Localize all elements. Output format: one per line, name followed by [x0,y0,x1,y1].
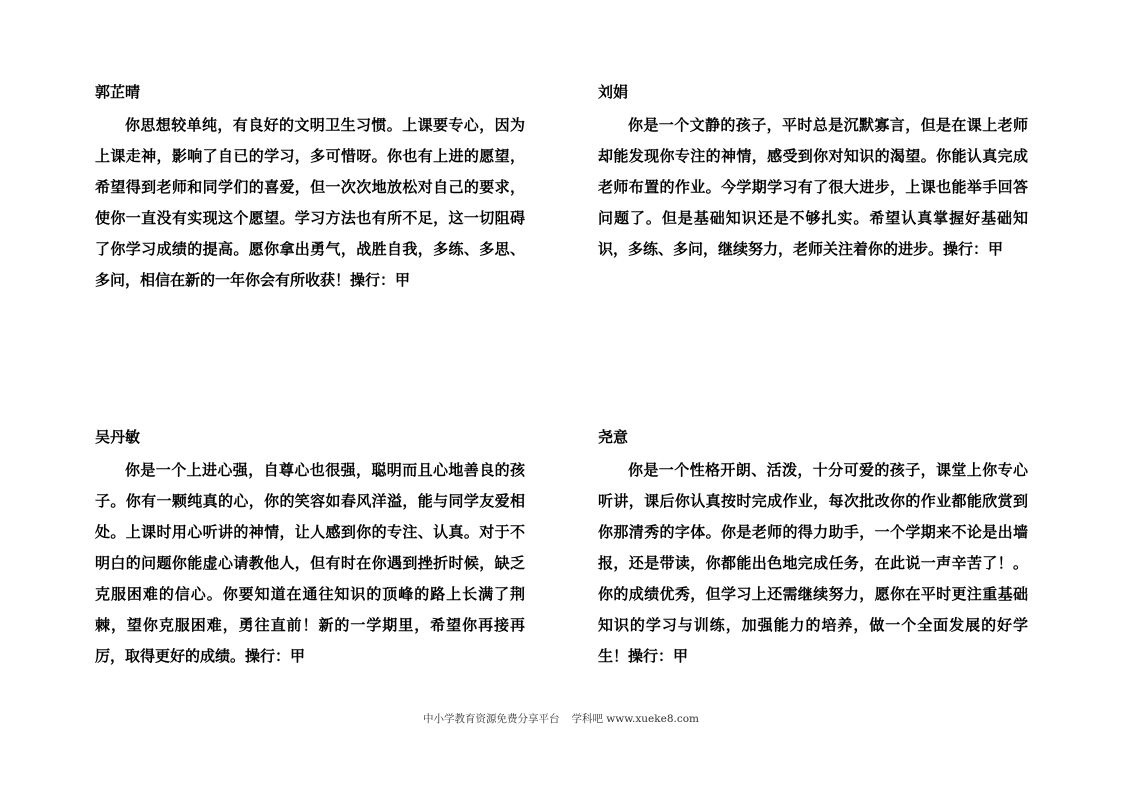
student-name: 尧意 [598,428,629,446]
comment-text: 你是一个性格开朗、活泼，十分可爱的孩子，课堂上你专心听讲，课后你认真按时完成作业，每次批改你的作业都能欣赏到你那清秀的字体。你是老师的得力助手，一个学期来不论是出墙报，还是带读，你都能出色地完成任务，在此说一声辛苦了！。你的成绩优秀，但学习上还需继续努力，愿你在平时更注重基础知识的学习与训练，加强能力的培养，做一个全面发展的好学生！操行：甲 [598,461,1028,665]
page-footer [0,712,1122,726]
footer-site-link[interactable]: 学科吧 www.xueke8.com [571,713,700,725]
student-comment-liu-juan [598,82,1028,265]
comment-text: 你是一个上进心强，自尊心也很强，聪明而且心地善良的孩子。你有一颗纯真的心，你的笑容如春风洋溢，能与同学友爱相处。上课时用心听讲的神情，让人感到你的专注、认真。对于不明白的问题你能虚心请教他人，但有时在你遇到挫折时候，缺乏克服困难的信心。你要知道在通往知识的顶峰的路上长满了荆棘，望你克服困难，勇往直前！新的一学期里，希望你再接再厉，取得更好的成绩。操行：甲 [95,461,525,665]
student-comment-yao-yi [598,427,1028,672]
comment-text: 你是一个文静的孩子，平时总是沉默寡言，但是在课上老师却能发现你专注的神情，感受到你对知识的渴望。你能认真完成老师布置的作业。今学期学习有了很大进步，上课也能举手回答问题了。但是基础知识还是不够扎实。希望认真掌握好基础知识，多练、多问，继续努力，老师关注着你的进步。操行：甲 [598,116,1028,258]
student-name: 郭芷晴 [95,83,141,101]
student-name: 吴丹敏 [95,428,141,446]
student-name: 刘娟 [598,83,629,101]
student-comment-guo-zhiqing [95,82,525,296]
comment-text: 你思想较单纯，有良好的文明卫生习惯。上课要专心，因为上课走神，影响了自已的学习，多可惜呀。你也有上进的愿望，希望得到老师和同学们的喜爱，但一次次地放松对自己的要求，使你一直没有实现这个愿望。学习方法也有所不足，这一切阻碍了你学习成绩的提高。愿你拿出勇气，战胜自我，多练、多思、多问，相信在新的一年你会有所收获！操行：甲 [95,116,525,289]
student-comment-wu-danmin [95,427,525,672]
footer-platform-text: 中小学教育资源免费分享平台 [422,713,560,725]
